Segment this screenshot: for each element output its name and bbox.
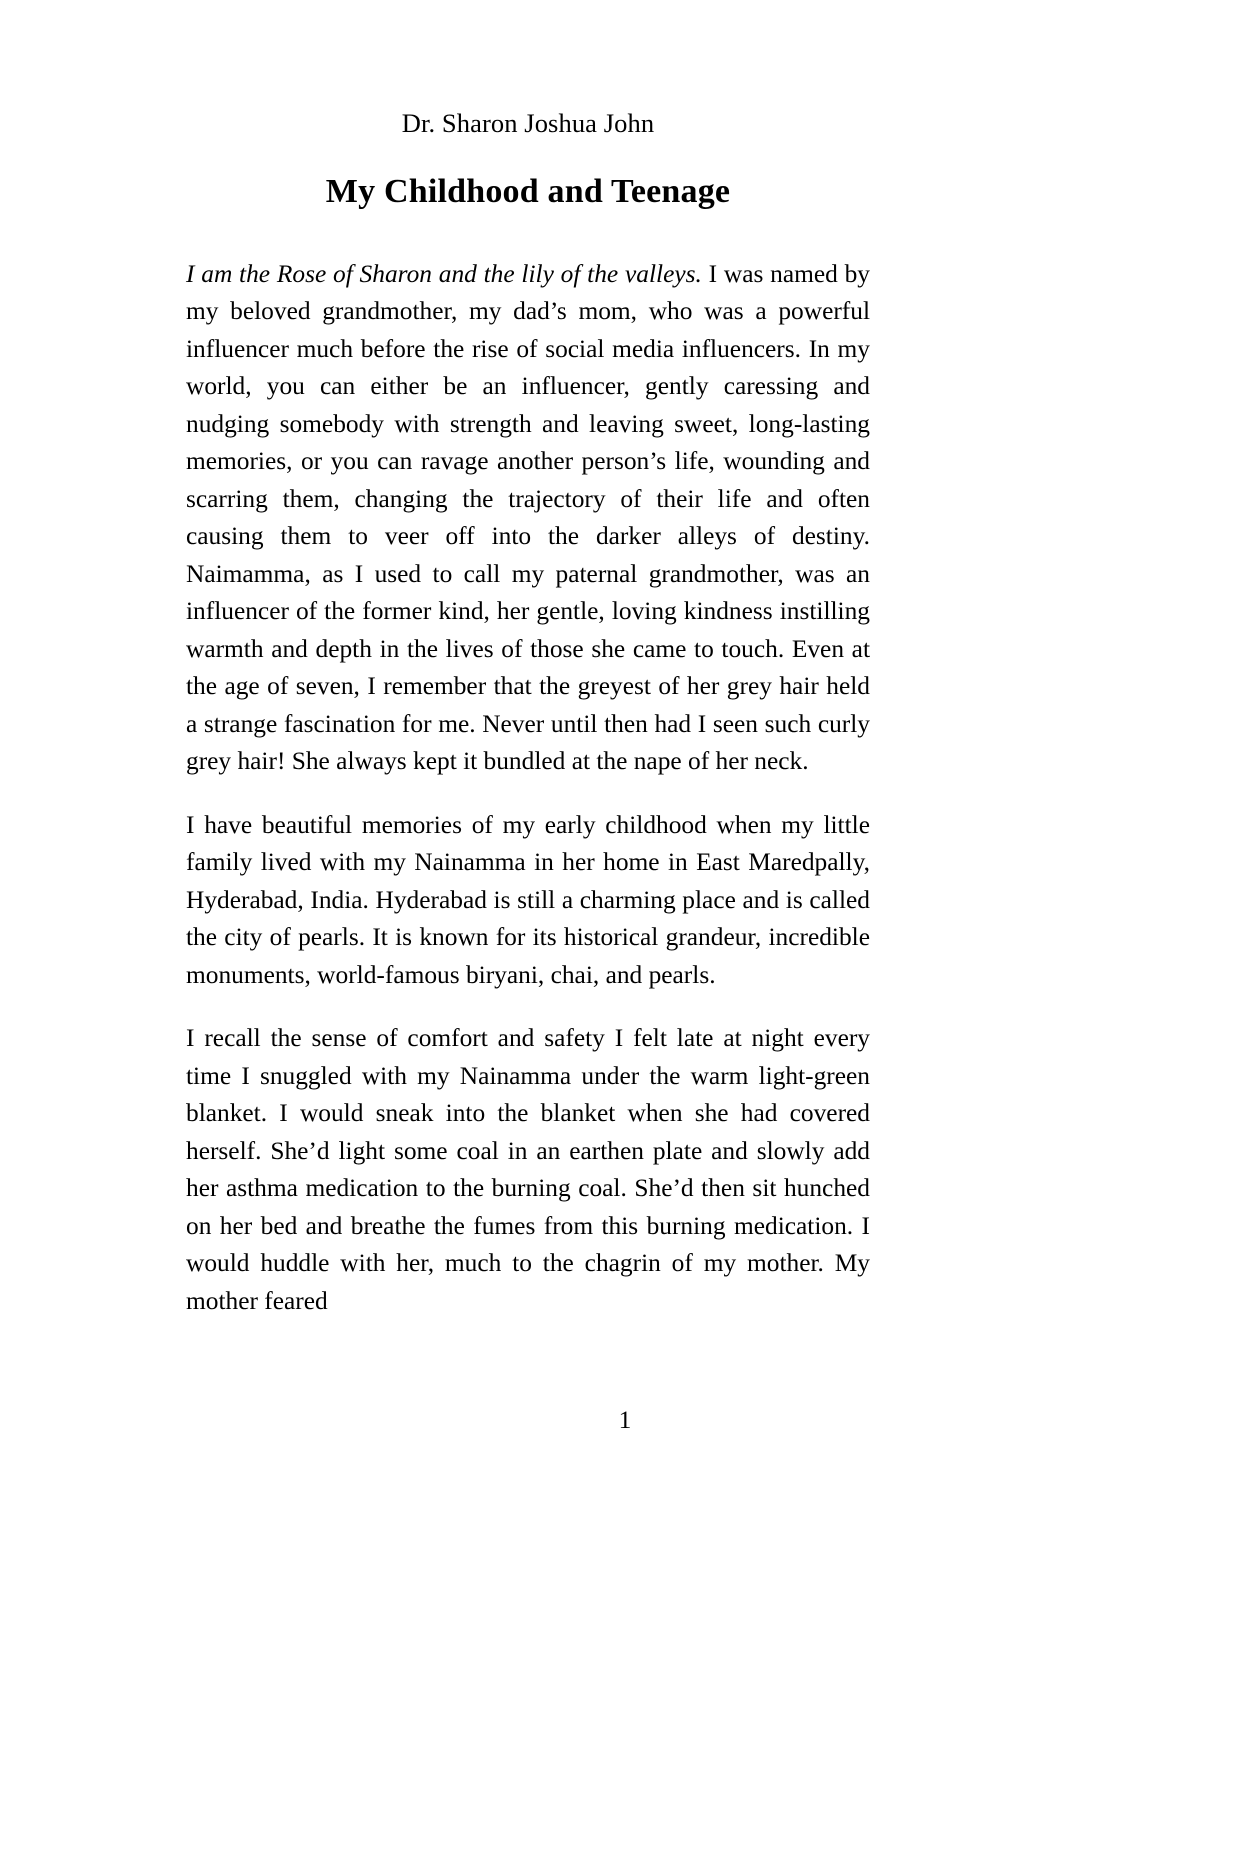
page-number: 1 xyxy=(618,1406,632,1434)
page-content xyxy=(186,0,870,1320)
body-paragraph-2: I have beautiful memories of my early childhood when my little family lived with my Nainamma in her home in East Maredpally, Hyderabad, India. Hyderabad is still a charming place and is called the city of pearls. It is known for its historical grandeur, incredible monuments, world-famous biryani, chai, and pearls. xyxy=(186,810,870,989)
scripture-quote-italic: I am the Rose of Sharon and the lily of the valleys. xyxy=(186,259,702,288)
author-byline: Dr. Sharon Joshua John xyxy=(401,108,655,138)
paragraph-1-text: I was named by my beloved grandmother, my dad’s mom, who was a powerful influencer much before the rise of social media influencers. In my world, you can either be an influencer, gently caressing and nudging somebody with strength and leaving sweet, long-lasting memories, or you can ravage another person’s life, wounding and scarring them, changing the trajectory of their life and often causing them to veer off into the darker alleys of destiny. Naimamma, as I used to call my paternal grandmother, was an influencer of the former kind, her gentle, loving kindness instilling warmth and depth in the lives of those she came to touch. Even at the age of seven, I remember that the greyest of her grey hair held a strange fascination for me. Never until then had I seen such curly grey hair! She always kept it bundled at the nape of her neck. xyxy=(186,259,871,776)
page-title: My Childhood and Teenage xyxy=(325,172,731,210)
body-paragraph-3: I recall the sense of comfort and safety I felt late at night every time I snuggled with my Nainamma under the warm light-green blanket. I would sneak into the blanket when she had covered herself. She’d light some coal in an earthen plate and slowly add her asthma medication to the burning coal. She’d then sit hunched on her bed and breathe the fumes from this burning medication. I would huddle with her, much to the chagrin of my mother. My mother feared xyxy=(186,1024,870,1315)
body-paragraph-1 xyxy=(186,256,870,781)
